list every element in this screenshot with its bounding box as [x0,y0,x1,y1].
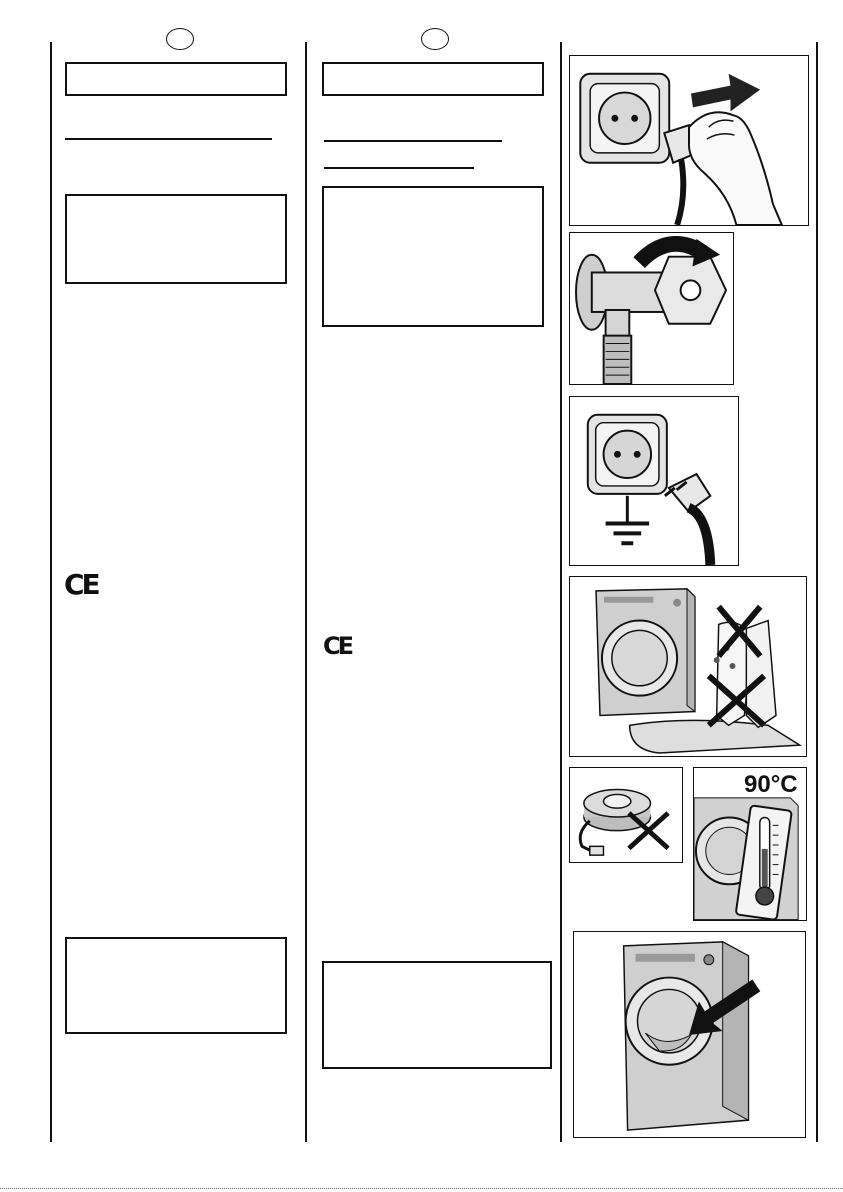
column-divider-left [50,42,52,1142]
figure-no-wet-hands [569,576,807,757]
no-extension-reel-icon [570,768,682,862]
page-bottom-dotted-rule [0,1188,843,1189]
ce-mark-right: CE [323,632,352,660]
figure-water-tap [569,232,734,385]
column-divider-right [560,42,562,1142]
left-notice-box [65,194,287,284]
figure-earthed-socket [569,396,739,566]
left-heading-box [65,62,287,96]
ce-mark-left: CE [64,568,98,601]
middle-subheading-underline-1 [324,140,502,142]
middle-notice-box [322,186,544,327]
middle-subheading-underline-2 [324,167,474,169]
language-circle-right [421,28,449,50]
no-wet-hands-icon [570,577,806,756]
column-divider-middle [305,42,307,1142]
middle-heading-box [322,62,544,96]
figure-no-extension-reel [569,767,683,863]
column-divider-far-right [816,42,818,1142]
left-bottom-box [65,937,287,1034]
plug-unplug-icon [570,56,808,225]
washing-machine-icon [574,932,805,1137]
temperature-label: 90°C [744,771,798,798]
earth-socket-icon [570,397,738,565]
figure-unplug [569,55,809,226]
figure-door-arrow [573,931,806,1138]
middle-bottom-box [322,961,552,1069]
water-tap-icon [570,233,733,384]
language-circle-left [166,28,194,50]
left-subheading-underline [65,138,272,140]
